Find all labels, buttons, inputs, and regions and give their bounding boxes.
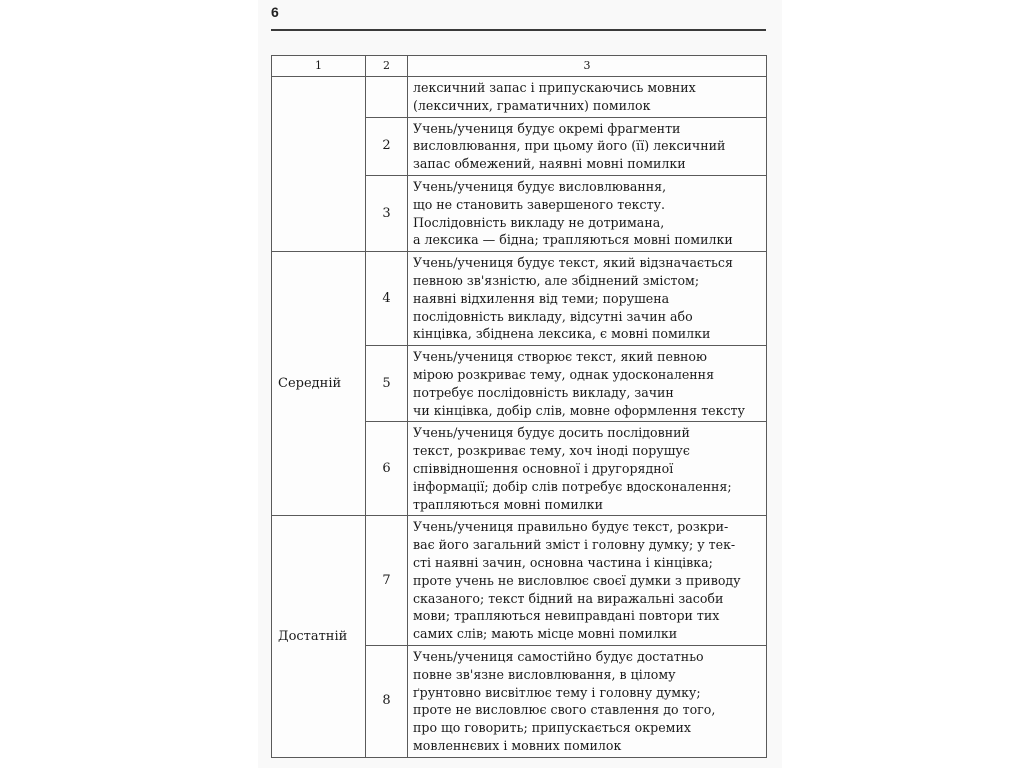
description-line: (лексичних, граматичних) помилок — [413, 97, 651, 113]
description-line: Учень/учениця правильно будує текст, розкри- — [413, 519, 729, 535]
description-line: запас обмежений, наявні мовні помилки — [413, 156, 686, 172]
description-line: проте не висловлює свого ставлення до того, — [413, 702, 716, 718]
description-line: кінцівка, збіднена лексика, є мовні помилки — [413, 326, 711, 342]
table-row — [272, 77, 767, 118]
description-line: Послідовність викладу не дотримана, — [413, 214, 665, 230]
description-line: Учень/учениця самостійно будує достатньо — [413, 648, 704, 664]
table-body — [272, 77, 767, 758]
column-header: 1 — [272, 56, 366, 77]
description-cell — [408, 175, 767, 251]
level-cell — [272, 77, 366, 252]
description-cell — [408, 252, 767, 346]
score-cell: 3 — [366, 175, 408, 251]
description-line: Учень/учениця будує висловлювання, — [413, 178, 667, 194]
description-line: мірою розкриває тему, однак удосконалення — [413, 366, 715, 382]
description-line: ває його загальний зміст і головну думку; у тек- — [413, 537, 736, 553]
description-line: співвідношення основної і другорядної — [413, 460, 674, 476]
assessment-table — [271, 55, 767, 758]
page-number: 6 — [271, 4, 279, 20]
description-line: потребує послідовність викладу, зачин — [413, 384, 674, 400]
header-rule — [271, 29, 766, 31]
description-line: чи кінцівка, добір слів, мовне оформлення тексту — [413, 402, 745, 418]
table-header-row — [272, 56, 767, 77]
description-line: висловлювання, при цьому його (її) лексичний — [413, 138, 726, 154]
description-line: мовленнєвих і мовних помилок — [413, 737, 622, 753]
description-line: ґрунтовно висвітлює тему і головну думку; — [413, 684, 701, 700]
score-cell — [366, 77, 408, 118]
description-cell — [408, 645, 767, 757]
description-line: а лексика — бідна; трапляються мовні помилки — [413, 232, 733, 248]
score-cell: 5 — [366, 346, 408, 422]
description-cell — [408, 422, 767, 516]
score-cell: 4 — [366, 252, 408, 346]
description-line: проте учень не висловлює своєї думки з приводу — [413, 572, 741, 588]
description-line: Учень/учениця будує окремі фрагменти — [413, 120, 681, 136]
score-cell: 6 — [366, 422, 408, 516]
description-line: про що говорить; припускається окремих — [413, 720, 691, 736]
score-cell: 7 — [366, 516, 408, 646]
description-cell — [408, 117, 767, 175]
description-line: повне зв'язне висловлювання, в цілому — [413, 666, 676, 682]
description-cell — [408, 77, 767, 118]
description-line: Учень/учениця будує досить послідовний — [413, 425, 690, 441]
description-line: сті наявні зачин, основна частина і кінцівка; — [413, 554, 713, 570]
description-line: самих слів; мають місце мовні помилки — [413, 626, 678, 642]
description-line: Учень/учениця створює текст, який певною — [413, 349, 707, 365]
score-cell: 8 — [366, 645, 408, 757]
level-cell: Середній — [272, 252, 366, 516]
description-line: трапляються мовні помилки — [413, 496, 603, 512]
description-line: мови; трапляються невиправдані повтори тих — [413, 608, 720, 624]
description-line: інформації; добір слів потребує вдосконалення; — [413, 478, 732, 494]
description-cell — [408, 516, 767, 646]
description-line: лексичний запас і припускаючись мовних — [413, 80, 696, 95]
description-line: певною зв'язністю, але збіднений змістом; — [413, 272, 700, 288]
description-line: сказаного; текст бідний на виражальні засоби — [413, 590, 724, 606]
column-header: 3 — [408, 56, 767, 77]
level-cell: Достатній — [272, 516, 366, 757]
description-cell — [408, 346, 767, 422]
description-line: що не становить завершеного тексту. — [413, 196, 665, 212]
column-header: 2 — [366, 56, 408, 77]
table-row — [272, 252, 767, 346]
score-cell: 2 — [366, 117, 408, 175]
description-line: Учень/учениця будує текст, який відзначається — [413, 255, 733, 271]
table-row — [272, 516, 767, 646]
description-line: послідовність викладу, відсутні зачин або — [413, 308, 693, 324]
description-line: наявні відхилення від теми; порушена — [413, 290, 670, 306]
description-line: текст, розкриває тему, хоч іноді порушує — [413, 443, 690, 459]
